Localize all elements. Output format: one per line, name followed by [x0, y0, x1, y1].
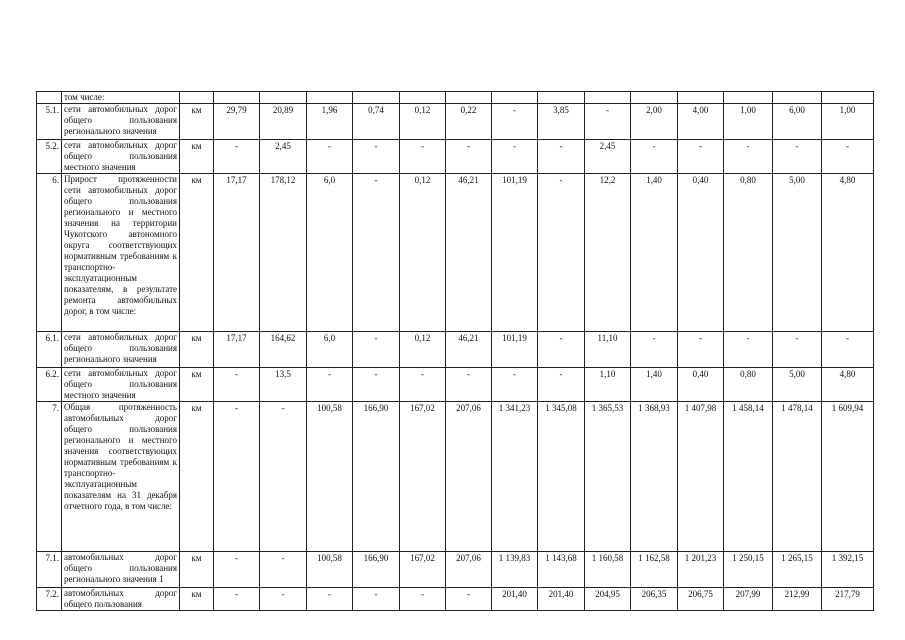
value-cell [773, 92, 822, 104]
value-cell: 100,58 [307, 552, 353, 588]
value-cell: 1,96 [307, 104, 353, 140]
value-cell: 1 265,15 [773, 552, 822, 588]
value-cell: 6,0 [307, 174, 353, 332]
value-cell: - [538, 140, 585, 174]
indicator-description: сети автомобильных дорог общего пользования регионального значения [62, 332, 180, 368]
value-cell: 2,45 [260, 140, 307, 174]
value-cell: 13,5 [260, 368, 307, 402]
value-cell: - [538, 174, 585, 332]
value-cell: 5,00 [773, 368, 822, 402]
value-cell [724, 92, 773, 104]
value-cell: - [214, 368, 260, 402]
row-number: 6.2. [37, 368, 62, 402]
value-cell: 0,12 [400, 104, 446, 140]
value-cell: 1,40 [631, 368, 678, 402]
unit-cell: км [180, 402, 214, 552]
value-cell: - [400, 140, 446, 174]
value-cell: 167,02 [400, 552, 446, 588]
value-cell: - [678, 332, 724, 368]
value-cell: 1 160,58 [585, 552, 631, 588]
value-cell: 1,00 [822, 104, 874, 140]
row-number: 7.2. [37, 588, 62, 611]
value-cell: - [585, 104, 631, 140]
value-cell: - [260, 552, 307, 588]
value-cell [538, 92, 585, 104]
indicator-description: сети автомобильных дорог общего пользования местного значения [62, 140, 180, 174]
value-cell [214, 92, 260, 104]
table-row [37, 332, 874, 368]
value-cell: 166,90 [353, 402, 400, 552]
value-cell: 4,00 [678, 104, 724, 140]
value-cell [585, 92, 631, 104]
value-cell: - [260, 588, 307, 611]
row-number: 7. [37, 402, 62, 552]
value-cell [307, 92, 353, 104]
row-number: 7.1. [37, 552, 62, 588]
value-cell: 1,00 [724, 104, 773, 140]
value-cell: - [214, 552, 260, 588]
indicator-description: сети автомобильных дорог общего пользования местного значения [62, 368, 180, 402]
value-cell: - [353, 174, 400, 332]
value-cell: 212,99 [773, 588, 822, 611]
value-cell: 1 345,08 [538, 402, 585, 552]
table-row [37, 552, 874, 588]
value-cell: 166,90 [353, 552, 400, 588]
value-cell: 206,75 [678, 588, 724, 611]
value-cell: - [353, 140, 400, 174]
value-cell: 11,10 [585, 332, 631, 368]
value-cell: 29,79 [214, 104, 260, 140]
value-cell: 6,0 [307, 332, 353, 368]
value-cell: - [214, 402, 260, 552]
value-cell: 0,12 [400, 332, 446, 368]
value-cell: 206,35 [631, 588, 678, 611]
value-cell: - [307, 368, 353, 402]
indicators-table [36, 91, 874, 611]
table-row [37, 92, 874, 104]
table-row [37, 104, 874, 140]
value-cell: - [492, 104, 538, 140]
value-cell: 4,80 [822, 368, 874, 402]
value-cell: 1 478,14 [773, 402, 822, 552]
value-cell: - [773, 332, 822, 368]
value-cell: - [631, 332, 678, 368]
unit-cell [180, 92, 214, 104]
value-cell: - [214, 588, 260, 611]
value-cell: - [260, 402, 307, 552]
value-cell: - [214, 140, 260, 174]
value-cell: 101,19 [492, 332, 538, 368]
value-cell: 1 368,93 [631, 402, 678, 552]
value-cell: 207,06 [446, 552, 492, 588]
unit-cell: км [180, 588, 214, 611]
value-cell: - [822, 140, 874, 174]
value-cell: 0,22 [446, 104, 492, 140]
indicator-description: Общая протяженность автомобильных дорог общего пользования регионального и местного значения соответствующих нормативным требованиям к транспортно-эксплуатационным показателям на 31 декабря отчетного года, в том числе: [62, 402, 180, 552]
unit-cell: км [180, 368, 214, 402]
value-cell: 1 250,15 [724, 552, 773, 588]
value-cell: 4,80 [822, 174, 874, 332]
row-number: 6.1. [37, 332, 62, 368]
row-number [37, 92, 62, 104]
value-cell: - [446, 588, 492, 611]
row-number: 5.1. [37, 104, 62, 140]
value-cell: 1 365,53 [585, 402, 631, 552]
table-row [37, 140, 874, 174]
value-cell [400, 92, 446, 104]
value-cell: 207,06 [446, 402, 492, 552]
value-cell: 0,40 [678, 368, 724, 402]
value-cell: 164,62 [260, 332, 307, 368]
value-cell: 1 162,58 [631, 552, 678, 588]
row-number: 5.2. [37, 140, 62, 174]
value-cell: 1,40 [631, 174, 678, 332]
value-cell: 46,21 [446, 332, 492, 368]
value-cell: 12,2 [585, 174, 631, 332]
value-cell: - [353, 368, 400, 402]
value-cell: - [307, 140, 353, 174]
value-cell: 2,45 [585, 140, 631, 174]
value-cell: - [400, 588, 446, 611]
value-cell: 3,85 [538, 104, 585, 140]
indicator-description: сети автомобильных дорог общего пользования регионального значения [62, 104, 180, 140]
table-body [37, 92, 874, 611]
value-cell: 1 392,15 [822, 552, 874, 588]
value-cell: 1 139,83 [492, 552, 538, 588]
value-cell: 0,12 [400, 174, 446, 332]
row-number: 6. [37, 174, 62, 332]
value-cell: 1 407,98 [678, 402, 724, 552]
unit-cell: км [180, 552, 214, 588]
value-cell: - [538, 368, 585, 402]
indicator-description: Прирост протяженности сети автомобильных дорог общего пользования регионального и местного значения на территории Чукотского автономного округа соответствующих нормативным требованиям к транспортно-эксплуатационным показателям, в результате ремонта автомобильных дорог, в том числе: [62, 174, 180, 332]
indicator-description: том числе: [62, 92, 180, 104]
table-row [37, 588, 874, 611]
value-cell: 201,40 [492, 588, 538, 611]
value-cell: 1 458,14 [724, 402, 773, 552]
value-cell: 178,12 [260, 174, 307, 332]
unit-cell: км [180, 332, 214, 368]
value-cell: 5,00 [773, 174, 822, 332]
value-cell [631, 92, 678, 104]
value-cell: 204,95 [585, 588, 631, 611]
value-cell: - [822, 332, 874, 368]
table-row [37, 402, 874, 552]
value-cell: 201,40 [538, 588, 585, 611]
value-cell: 17,17 [214, 174, 260, 332]
value-cell: 1 201,23 [678, 552, 724, 588]
value-cell: - [446, 140, 492, 174]
value-cell: 101,19 [492, 174, 538, 332]
value-cell: - [773, 140, 822, 174]
value-cell: - [446, 368, 492, 402]
value-cell [353, 92, 400, 104]
value-cell: - [631, 140, 678, 174]
unit-cell: км [180, 140, 214, 174]
value-cell: 2,00 [631, 104, 678, 140]
value-cell: 0,80 [724, 174, 773, 332]
value-cell: - [353, 588, 400, 611]
value-cell: - [307, 588, 353, 611]
value-cell [446, 92, 492, 104]
value-cell: 20,89 [260, 104, 307, 140]
value-cell: 167,02 [400, 402, 446, 552]
value-cell: 6,00 [773, 104, 822, 140]
value-cell: 1,10 [585, 368, 631, 402]
value-cell [822, 92, 874, 104]
value-cell: 1 609,94 [822, 402, 874, 552]
unit-cell: км [180, 104, 214, 140]
value-cell [492, 92, 538, 104]
value-cell: - [353, 332, 400, 368]
indicator-description: автомобильных дорог общего пользования [62, 588, 180, 611]
value-cell: 46,21 [446, 174, 492, 332]
value-cell: 0,40 [678, 174, 724, 332]
value-cell: 0,74 [353, 104, 400, 140]
value-cell: 100,58 [307, 402, 353, 552]
indicator-description: автомобильных дорог общего пользования регионального значения 1 [62, 552, 180, 588]
value-cell: 1 341,23 [492, 402, 538, 552]
value-cell [260, 92, 307, 104]
value-cell: 217,79 [822, 588, 874, 611]
value-cell: - [492, 368, 538, 402]
unit-cell: км [180, 174, 214, 332]
value-cell: 207,99 [724, 588, 773, 611]
table-row [37, 368, 874, 402]
value-cell: 17,17 [214, 332, 260, 368]
value-cell: - [400, 368, 446, 402]
value-cell: 0,80 [724, 368, 773, 402]
value-cell: - [724, 332, 773, 368]
value-cell: - [678, 140, 724, 174]
value-cell [678, 92, 724, 104]
value-cell: - [724, 140, 773, 174]
value-cell: - [492, 140, 538, 174]
table-row [37, 174, 874, 332]
value-cell: - [538, 332, 585, 368]
value-cell: 1 143,68 [538, 552, 585, 588]
